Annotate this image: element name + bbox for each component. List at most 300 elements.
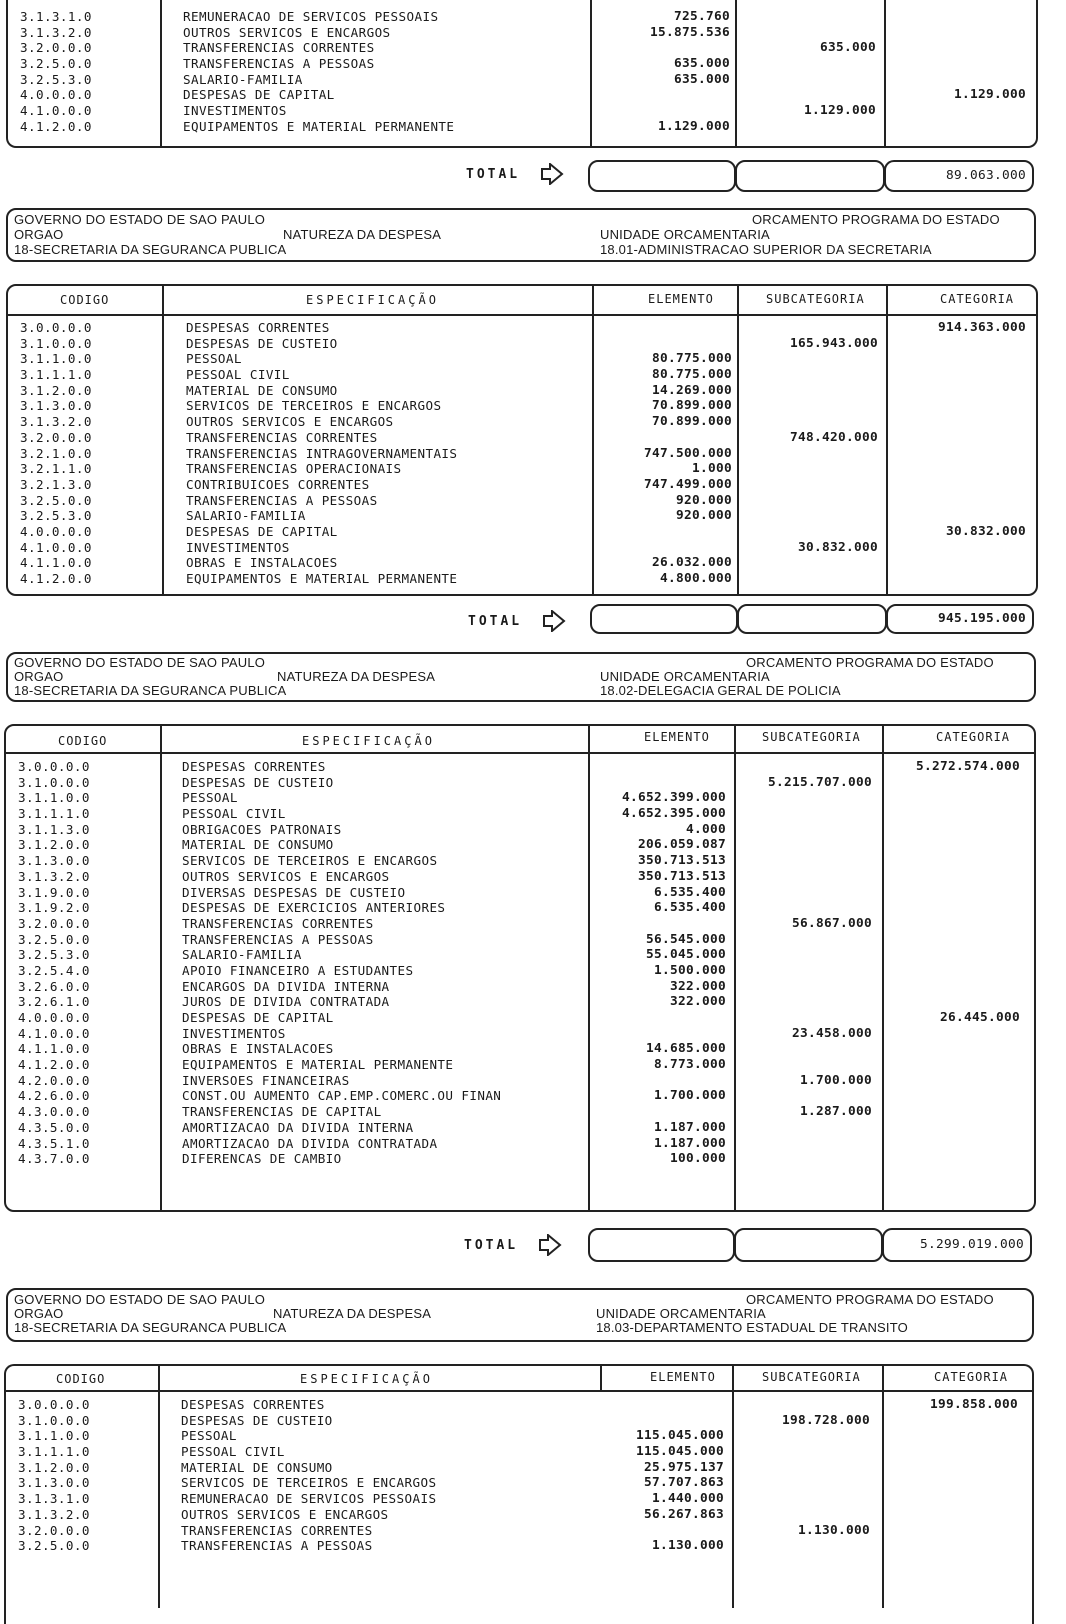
government-title: GOVERNO DO ESTADO DE SAO PAULO bbox=[14, 212, 266, 227]
table-cell-cat bbox=[916, 885, 1020, 901]
header-categoria: CATEGORIA bbox=[934, 1370, 1009, 1384]
orgao-value: 18-SECRETARIA DA SEGURANCA PUBLICA bbox=[14, 242, 287, 257]
table-cell-desc: AMORTIZACAO DA DIVIDA CONTRATADA bbox=[182, 1135, 438, 1151]
table-cell-elemento: 14.269.000 bbox=[651, 382, 732, 398]
table-cell-elemento: 1.500.000 bbox=[653, 962, 726, 978]
table-cell-sub bbox=[768, 1151, 872, 1167]
table-cell-sub: 30.832.000 bbox=[797, 539, 878, 555]
table-cell-elemento bbox=[622, 775, 726, 791]
table-cell-code: 4.3.5.1.0 bbox=[18, 1135, 90, 1151]
table-cell-code: 3.0.0.0.0 bbox=[20, 320, 92, 335]
table-cell-code: 4.0.0.0.0 bbox=[20, 523, 92, 539]
table-cell-cat bbox=[916, 1088, 1020, 1104]
table-cell-elemento bbox=[622, 1026, 726, 1042]
table-cell-cat bbox=[916, 822, 1020, 838]
table-cell-desc: EQUIPAMENTOS E MATERIAL PERMANENTE bbox=[183, 118, 455, 134]
table-cell-cat bbox=[916, 837, 1020, 853]
header-subcategoria: SUBCATEGORIA bbox=[766, 292, 865, 306]
table-cell-code: 3.1.3.1.0 bbox=[20, 9, 92, 24]
table-cell-desc: OUTROS SERVICOS E ENCARGOS bbox=[183, 24, 391, 40]
total-value: 945.195.000 bbox=[937, 611, 1026, 626]
table-cell-sub bbox=[768, 979, 872, 995]
total-label: TOTAL bbox=[464, 1238, 519, 1253]
table-cell-elemento: 1.440.000 bbox=[651, 1491, 724, 1507]
table-cell-sub bbox=[790, 320, 878, 336]
table-cell-desc: INVESTIMENTOS bbox=[183, 103, 287, 119]
table-cell-desc: DESPESAS DE CUSTEIO bbox=[182, 774, 334, 790]
table-cell-code: 3.1.3.2.0 bbox=[20, 414, 92, 430]
table-cell-elemento: 747.500.000 bbox=[643, 445, 732, 461]
table-cell-elemento bbox=[650, 103, 730, 119]
table-cell-desc: TRANSFERENCIAS DE CAPITAL bbox=[182, 1104, 382, 1120]
table-cell-cat bbox=[916, 932, 1020, 948]
table-cell-code: 4.0.0.0.0 bbox=[20, 87, 92, 103]
natureza-label: NATUREZA DA DESPESA bbox=[277, 669, 436, 684]
table-cell-sub bbox=[790, 555, 878, 571]
table-cell-cat bbox=[938, 446, 1026, 462]
table-cell-desc: TRANSFERENCIAS OPERACIONAIS bbox=[186, 461, 402, 477]
table-cell-desc: EQUIPAMENTOS E MATERIAL PERMANENTE bbox=[186, 571, 458, 586]
table-cell-desc: OUTROS SERVICOS E ENCARGOS bbox=[186, 414, 394, 430]
table-cell-cat: 26.445.000 bbox=[939, 1010, 1020, 1025]
header-elemento: ELEMENTO bbox=[644, 730, 710, 744]
budget-title: ORCAMENTO PROGRAMA DO ESTADO bbox=[746, 1292, 994, 1307]
table-cell-code: 4.2.0.0.0 bbox=[18, 1072, 90, 1088]
table-cell-cat bbox=[930, 1460, 1018, 1476]
table-cell-code: 3.1.3.0.0 bbox=[18, 853, 90, 869]
orgao-value: 18-SECRETARIA DA SEGURANCA PUBLICA bbox=[14, 683, 287, 698]
header-especificacao: ESPECIFICAÇÃO bbox=[300, 1372, 433, 1386]
table-cell-elemento: 56.545.000 bbox=[645, 931, 726, 947]
table-cell-desc: ENCARGOS DA DIVIDA INTERNA bbox=[182, 978, 390, 994]
table-cell-code: 3.2.5.0.0 bbox=[20, 492, 92, 508]
table-cell-cat bbox=[916, 790, 1020, 806]
table-cell-code: 3.1.3.2.0 bbox=[20, 24, 92, 40]
table-cell-desc: TRANSFERENCIAS CORRENTES bbox=[186, 429, 378, 445]
table-cell-elemento bbox=[644, 540, 732, 556]
table-cell-desc: REMUNERACAO DE SERVICOS PESSOAIS bbox=[181, 1491, 437, 1507]
table-cell-code: 3.1.3.2.0 bbox=[18, 1506, 90, 1522]
table-cell-code: 3.2.0.0.0 bbox=[20, 40, 92, 56]
table-cell-desc: TRANSFERENCIAS A PESSOAS bbox=[181, 1538, 373, 1554]
table-cell-cat bbox=[916, 775, 1020, 791]
header-especificacao: ESPECIFICAÇÃO bbox=[302, 734, 435, 748]
table-cell-cat bbox=[938, 461, 1026, 477]
table-cell-cat bbox=[930, 1413, 1018, 1429]
table-cell-elemento: 725.760 bbox=[673, 9, 730, 24]
table-cell-cat bbox=[954, 56, 1026, 72]
table-cell-cat bbox=[954, 40, 1026, 56]
table-cell-code: 4.1.0.0.0 bbox=[20, 539, 92, 555]
table-cell-code: 4.0.0.0.0 bbox=[18, 1010, 90, 1025]
table-cell-elemento: 322.000 bbox=[669, 994, 726, 1010]
table-cell-desc: AMORTIZACAO DA DIVIDA INTERNA bbox=[182, 1119, 414, 1135]
table-cell-elemento bbox=[622, 1073, 726, 1089]
orgao-label: ORGAO bbox=[14, 1306, 64, 1321]
table-cell-code: 3.2.5.4.0 bbox=[18, 962, 90, 978]
table-cell-code: 3.1.2.0.0 bbox=[20, 382, 92, 398]
table-cell-elemento bbox=[636, 1523, 724, 1539]
table-cell-code: 3.2.5.3.0 bbox=[20, 508, 92, 524]
table-cell-code: 3.1.9.0.0 bbox=[18, 884, 90, 900]
table-cell-elemento: 56.267.863 bbox=[643, 1506, 724, 1522]
header-especificacao: ESPECIFICAÇÃO bbox=[306, 293, 439, 307]
table-cell-code: 3.2.5.3.0 bbox=[20, 71, 92, 87]
table-cell-elemento: 15.875.536 bbox=[649, 24, 730, 40]
arrow-right-icon bbox=[540, 163, 564, 185]
table-cell-code: 3.1.3.0.0 bbox=[20, 398, 92, 414]
table-cell-elemento: 14.685.000 bbox=[645, 1041, 726, 1057]
table-cell-sub bbox=[768, 822, 872, 838]
table-cell-elemento: 70.899.000 bbox=[651, 398, 732, 414]
table-cell-sub: 5.215.707.000 bbox=[767, 774, 872, 790]
table-cell-desc: DESPESAS CORRENTES bbox=[181, 1397, 325, 1412]
table-cell-desc: INVESTIMENTOS bbox=[186, 539, 290, 555]
descriptions-column bbox=[183, 9, 454, 135]
header-codigo: CODIGO bbox=[56, 1372, 106, 1386]
table-cell-code: 3.1.3.2.0 bbox=[18, 868, 90, 884]
table-cell-code: 3.1.0.0.0 bbox=[20, 335, 92, 351]
table-cell-cat bbox=[916, 963, 1020, 979]
table-cell-desc: JUROS DE DIVIDA CONTRATADA bbox=[182, 994, 390, 1010]
table-cell-elemento bbox=[622, 759, 726, 775]
table-cell-cat bbox=[938, 477, 1026, 493]
table-cell-sub bbox=[768, 994, 872, 1010]
elemento-column bbox=[644, 320, 732, 587]
table-cell-sub bbox=[768, 1120, 872, 1136]
table-cell-code: 3.2.1.0.0 bbox=[20, 445, 92, 461]
table-cell-elemento: 1.129.000 bbox=[657, 118, 730, 134]
table-cell-desc: DESPESAS DE CAPITAL bbox=[182, 1010, 334, 1025]
table-cell-code: 3.1.2.0.0 bbox=[18, 837, 90, 853]
table-cell-sub: 1.130.000 bbox=[797, 1522, 870, 1538]
table-cell-elemento: 4.652.395.000 bbox=[621, 806, 726, 822]
table-cell-code: 3.2.6.1.0 bbox=[18, 994, 90, 1010]
table-cell-cat bbox=[916, 1041, 1020, 1057]
table-cell-code: 3.2.6.0.0 bbox=[18, 978, 90, 994]
table-cell-sub bbox=[790, 524, 878, 540]
table-cell-elemento: 4.652.399.000 bbox=[621, 790, 726, 806]
table-cell-desc: TRANSFERENCIAS CORRENTES bbox=[183, 40, 375, 56]
table-cell-sub bbox=[782, 1397, 870, 1413]
budget-title: ORCAMENTO PROGRAMA DO ESTADO bbox=[746, 655, 994, 670]
table-cell-sub bbox=[804, 56, 876, 72]
table-cell-code: 3.1.1.1.0 bbox=[18, 806, 90, 822]
table-cell-elemento: 6.535.400 bbox=[653, 884, 726, 900]
table-cell-code: 4.1.1.0.0 bbox=[18, 1041, 90, 1057]
table-cell-elemento: 1.130.000 bbox=[651, 1538, 724, 1554]
table-cell-sub bbox=[768, 1041, 872, 1057]
table-cell-code: 3.2.5.0.0 bbox=[18, 1538, 90, 1554]
descriptions-column bbox=[181, 1397, 436, 1554]
table-cell-desc: CONST.OU AUMENTO CAP.EMP.COMERC.OU FINAN bbox=[182, 1088, 502, 1104]
table-cell-cat bbox=[938, 430, 1026, 446]
table-cell-sub: 198.728.000 bbox=[781, 1412, 870, 1428]
table-cell-code: 3.2.5.0.0 bbox=[18, 931, 90, 947]
table-cell-cat bbox=[916, 869, 1020, 885]
table-cell-sub bbox=[790, 398, 878, 414]
unidade-value: 18.03-DEPARTAMENTO ESTADUAL DE TRANSITO bbox=[596, 1320, 908, 1335]
table-cell-cat bbox=[938, 540, 1026, 556]
table-cell-elemento: 57.707.863 bbox=[643, 1475, 724, 1491]
table-cell-code: 4.1.0.0.0 bbox=[18, 1025, 90, 1041]
table-cell-sub: 23.458.000 bbox=[791, 1025, 872, 1041]
table-cell-code: 3.1.9.2.0 bbox=[18, 900, 90, 916]
table-cell-elemento: 1.187.000 bbox=[653, 1119, 726, 1135]
table-cell-elemento bbox=[622, 916, 726, 932]
table-cell-cat: 199.858.000 bbox=[929, 1397, 1018, 1412]
table-cell-sub: 1.287.000 bbox=[799, 1104, 872, 1120]
unidade-label: UNIDADE ORCAMENTARIA bbox=[600, 669, 770, 684]
table-cell-elemento: 6.535.400 bbox=[653, 900, 726, 916]
table-cell-sub bbox=[768, 853, 872, 869]
table-cell-cat bbox=[916, 994, 1020, 1010]
table-cell-desc: DESPESAS CORRENTES bbox=[186, 320, 330, 335]
table-cell-sub bbox=[768, 806, 872, 822]
table-cell-code: 3.1.0.0.0 bbox=[18, 774, 90, 790]
table-cell-desc: PESSOAL bbox=[182, 790, 238, 806]
table-cell-code: 3.1.2.0.0 bbox=[18, 1459, 90, 1475]
table-cell-elemento: 4.000 bbox=[685, 821, 726, 837]
table-cell-desc: OBRIGACOES PATRONAIS bbox=[182, 821, 342, 837]
table-cell-sub bbox=[782, 1491, 870, 1507]
government-title: GOVERNO DO ESTADO DE SAO PAULO bbox=[14, 655, 266, 670]
table-cell-sub bbox=[768, 885, 872, 901]
table-cell-cat bbox=[916, 806, 1020, 822]
table-cell-sub bbox=[790, 508, 878, 524]
table-cell-code: 3.1.1.1.0 bbox=[20, 367, 92, 383]
header-categoria: CATEGORIA bbox=[936, 730, 1011, 744]
codes-column bbox=[20, 9, 92, 135]
table-cell-cat bbox=[916, 916, 1020, 932]
subcategoria-column bbox=[768, 759, 872, 1167]
descriptions-column bbox=[182, 759, 501, 1167]
table-cell-cat bbox=[930, 1491, 1018, 1507]
table-cell-code: 3.1.1.0.0 bbox=[20, 351, 92, 367]
table-cell-cat bbox=[916, 979, 1020, 995]
table-cell-cat bbox=[916, 900, 1020, 916]
table-cell-cat: 5.272.574.000 bbox=[915, 759, 1020, 774]
table-cell-elemento: 4.800.000 bbox=[659, 571, 732, 586]
table-cell-sub bbox=[804, 25, 876, 41]
table-cell-code: 3.1.1.1.0 bbox=[18, 1444, 90, 1460]
table-cell-desc: CONTRIBUICOES CORRENTES bbox=[186, 476, 370, 492]
table-cell-code: 4.3.5.0.0 bbox=[18, 1119, 90, 1135]
header-subcategoria: SUBCATEGORIA bbox=[762, 1370, 861, 1384]
table-cell-elemento: 1.187.000 bbox=[653, 1135, 726, 1151]
table-cell-desc: MATERIAL DE CONSUMO bbox=[182, 837, 334, 853]
table-cell-sub bbox=[782, 1507, 870, 1523]
table-cell-elemento: 920.000 bbox=[675, 492, 732, 508]
table-cell-desc: SALARIO-FAMILIA bbox=[186, 508, 306, 524]
table-cell-sub bbox=[790, 446, 878, 462]
table-cell-cat bbox=[916, 1136, 1020, 1152]
table-cell-desc: TRANSFERENCIAS CORRENTES bbox=[182, 915, 374, 931]
table-cell-sub: 165.943.000 bbox=[789, 335, 878, 351]
subcategoria-column bbox=[782, 1397, 870, 1554]
table-cell-desc: DESPESAS DE EXERCICIOS ANTERIORES bbox=[182, 900, 446, 916]
table-cell-code: 3.1.1.0.0 bbox=[18, 790, 90, 806]
table-cell-sub: 1.700.000 bbox=[799, 1072, 872, 1088]
table-cell-elemento: 350.713.513 bbox=[637, 853, 726, 869]
table-cell-desc: EQUIPAMENTOS E MATERIAL PERMANENTE bbox=[182, 1057, 454, 1073]
table-cell-code: 3.2.0.0.0 bbox=[18, 1522, 90, 1538]
table-cell-sub bbox=[804, 72, 876, 88]
table-cell-sub bbox=[768, 1088, 872, 1104]
table-cell-code: 4.2.6.0.0 bbox=[18, 1088, 90, 1104]
table-cell-elemento: 55.045.000 bbox=[645, 947, 726, 963]
table-cell-cat: 30.832.000 bbox=[945, 523, 1026, 539]
table-cell-code: 3.2.1.3.0 bbox=[20, 476, 92, 492]
table-cell-code: 3.1.1.3.0 bbox=[18, 821, 90, 837]
orgao-value: 18-SECRETARIA DA SEGURANCA PUBLICA bbox=[14, 1320, 287, 1335]
table-cell-desc: DESPESAS DE CAPITAL bbox=[183, 87, 335, 103]
table-cell-sub bbox=[782, 1538, 870, 1554]
table-cell-desc: TRANSFERENCIAS INTRAGOVERNAMENTAIS bbox=[186, 445, 458, 461]
codes-column bbox=[20, 320, 92, 587]
table-cell-desc: OBRAS E INSTALACOES bbox=[186, 555, 338, 571]
table-cell-sub bbox=[768, 1010, 872, 1026]
table-cell-sub bbox=[804, 119, 876, 135]
header-categoria: CATEGORIA bbox=[940, 292, 1015, 306]
subcategoria-column bbox=[790, 320, 878, 587]
table-cell-code: 4.3.7.0.0 bbox=[18, 1151, 90, 1167]
table-cell-desc: DIFERENCAS DE CAMBIO bbox=[182, 1151, 342, 1167]
total-value: 89.063.000 bbox=[945, 168, 1026, 183]
table-cell-desc: PESSOAL CIVIL bbox=[186, 367, 290, 383]
table-cell-sub bbox=[782, 1460, 870, 1476]
table-cell-elemento bbox=[644, 524, 732, 540]
categoria-column bbox=[930, 1397, 1018, 1554]
table-cell-sub bbox=[790, 461, 878, 477]
table-cell-cat bbox=[916, 1151, 1020, 1167]
table-cell-cat bbox=[954, 9, 1026, 25]
table-cell-sub bbox=[768, 900, 872, 916]
table-cell-cat bbox=[938, 367, 1026, 383]
table-cell-elemento bbox=[644, 336, 732, 352]
table-cell-cat bbox=[930, 1538, 1018, 1554]
table-cell-elemento: 1.000 bbox=[691, 461, 732, 477]
table-cell-desc: TRANSFERENCIAS A PESSOAS bbox=[183, 56, 375, 72]
orgao-label: ORGAO bbox=[14, 669, 64, 684]
table-cell-desc: PESSOAL bbox=[186, 351, 242, 367]
table-cell-desc: TRANSFERENCIAS A PESSOAS bbox=[182, 931, 374, 947]
table-cell-cat bbox=[916, 853, 1020, 869]
table-cell-desc: OUTROS SERVICOS E ENCARGOS bbox=[181, 1506, 389, 1522]
table-cell-desc: PESSOAL CIVIL bbox=[181, 1444, 285, 1460]
table-cell-sub bbox=[790, 477, 878, 493]
total-label: TOTAL bbox=[468, 614, 523, 629]
table-cell-cat bbox=[954, 119, 1026, 135]
table-cell-sub bbox=[768, 1057, 872, 1073]
table-cell-cat bbox=[938, 383, 1026, 399]
table-cell-code: 3.2.1.1.0 bbox=[20, 461, 92, 477]
table-cell-sub bbox=[768, 790, 872, 806]
table-cell-sub bbox=[768, 869, 872, 885]
elemento-column bbox=[650, 9, 730, 135]
table-cell-desc: MATERIAL DE CONSUMO bbox=[181, 1459, 333, 1475]
table-cell-code: 3.1.3.0.0 bbox=[18, 1475, 90, 1491]
table-cell-desc: TRANSFERENCIAS CORRENTES bbox=[181, 1522, 373, 1538]
table-cell-desc: DESPESAS DE CUSTEIO bbox=[186, 335, 338, 351]
descriptions-column bbox=[186, 320, 457, 587]
header-codigo: CODIGO bbox=[60, 293, 110, 307]
table-cell-desc: INVERSOES FINANCEIRAS bbox=[182, 1072, 350, 1088]
table-cell-cat bbox=[930, 1428, 1018, 1444]
codes-column bbox=[18, 1397, 90, 1554]
unidade-value: 18.02-DELEGACIA GERAL DE POLICIA bbox=[600, 683, 841, 698]
subcategoria-column bbox=[804, 9, 876, 135]
table-cell-cat bbox=[954, 25, 1026, 41]
table-cell-code: 4.1.1.0.0 bbox=[20, 555, 92, 571]
table-cell-elemento: 70.899.000 bbox=[651, 414, 732, 430]
table-cell-cat bbox=[916, 1104, 1020, 1120]
table-cell-sub bbox=[804, 87, 876, 103]
table-cell-code: 4.1.2.0.0 bbox=[20, 571, 92, 586]
table-cell-desc: OBRAS E INSTALACOES bbox=[182, 1041, 334, 1057]
table-cell-desc: DESPESAS DE CAPITAL bbox=[186, 523, 338, 539]
table-cell-desc: DESPESAS CORRENTES bbox=[182, 759, 326, 774]
table-cell-sub bbox=[790, 571, 878, 587]
table-cell-desc: INVESTIMENTOS bbox=[182, 1025, 286, 1041]
table-cell-sub bbox=[790, 383, 878, 399]
table-cell-elemento: 115.045.000 bbox=[635, 1444, 724, 1460]
table-cell-code: 3.0.0.0.0 bbox=[18, 759, 90, 774]
table-cell-cat bbox=[954, 72, 1026, 88]
table-cell-desc: SALARIO-FAMILIA bbox=[182, 947, 302, 963]
table-cell-desc: TRANSFERENCIAS A PESSOAS bbox=[186, 492, 378, 508]
table-cell-elemento bbox=[650, 87, 730, 103]
table-cell-elemento bbox=[644, 320, 732, 336]
natureza-label: NATUREZA DA DESPESA bbox=[283, 227, 442, 242]
table-cell-code: 4.1.0.0.0 bbox=[20, 103, 92, 119]
categoria-column bbox=[916, 759, 1020, 1167]
budget-title: ORCAMENTO PROGRAMA DO ESTADO bbox=[752, 212, 1000, 227]
table-cell-sub bbox=[782, 1444, 870, 1460]
table-cell-sub: 748.420.000 bbox=[789, 429, 878, 445]
table-cell-cat bbox=[938, 398, 1026, 414]
table-cell-desc: SERVICOS DE TERCEIROS E ENCARGOS bbox=[186, 398, 442, 414]
table-cell-sub: 635.000 bbox=[819, 40, 876, 56]
table-cell-elemento bbox=[644, 430, 732, 446]
table-cell-sub bbox=[790, 414, 878, 430]
government-title: GOVERNO DO ESTADO DE SAO PAULO bbox=[14, 1292, 266, 1307]
table-cell-cat bbox=[938, 351, 1026, 367]
table-cell-desc: SALARIO-FAMILIA bbox=[183, 71, 303, 87]
header-elemento: ELEMENTO bbox=[648, 292, 714, 306]
table-cell-elemento: 80.775.000 bbox=[651, 351, 732, 367]
orgao-label: ORGAO bbox=[14, 227, 64, 242]
unidade-value: 18.01-ADMINISTRACAO SUPERIOR DA SECRETARIA bbox=[600, 242, 932, 257]
codes-column bbox=[18, 759, 90, 1167]
table-cell-cat bbox=[938, 336, 1026, 352]
elemento-column bbox=[636, 1397, 724, 1554]
table-cell-elemento: 115.045.000 bbox=[635, 1428, 724, 1444]
table-cell-cat bbox=[938, 508, 1026, 524]
table-cell-cat bbox=[930, 1507, 1018, 1523]
table-cell-code: 3.0.0.0.0 bbox=[18, 1397, 90, 1412]
table-cell-elemento: 635.000 bbox=[673, 71, 730, 87]
natureza-label: NATUREZA DA DESPESA bbox=[273, 1306, 432, 1321]
table-cell-elemento: 206.059.087 bbox=[637, 837, 726, 853]
table-cell-cat bbox=[916, 1026, 1020, 1042]
table-cell-sub bbox=[768, 932, 872, 948]
arrow-right-icon bbox=[542, 610, 566, 632]
table-cell-elemento bbox=[636, 1397, 724, 1413]
table-cell-cat bbox=[938, 555, 1026, 571]
table-cell-cat bbox=[930, 1523, 1018, 1539]
header-elemento: ELEMENTO bbox=[650, 1370, 716, 1384]
